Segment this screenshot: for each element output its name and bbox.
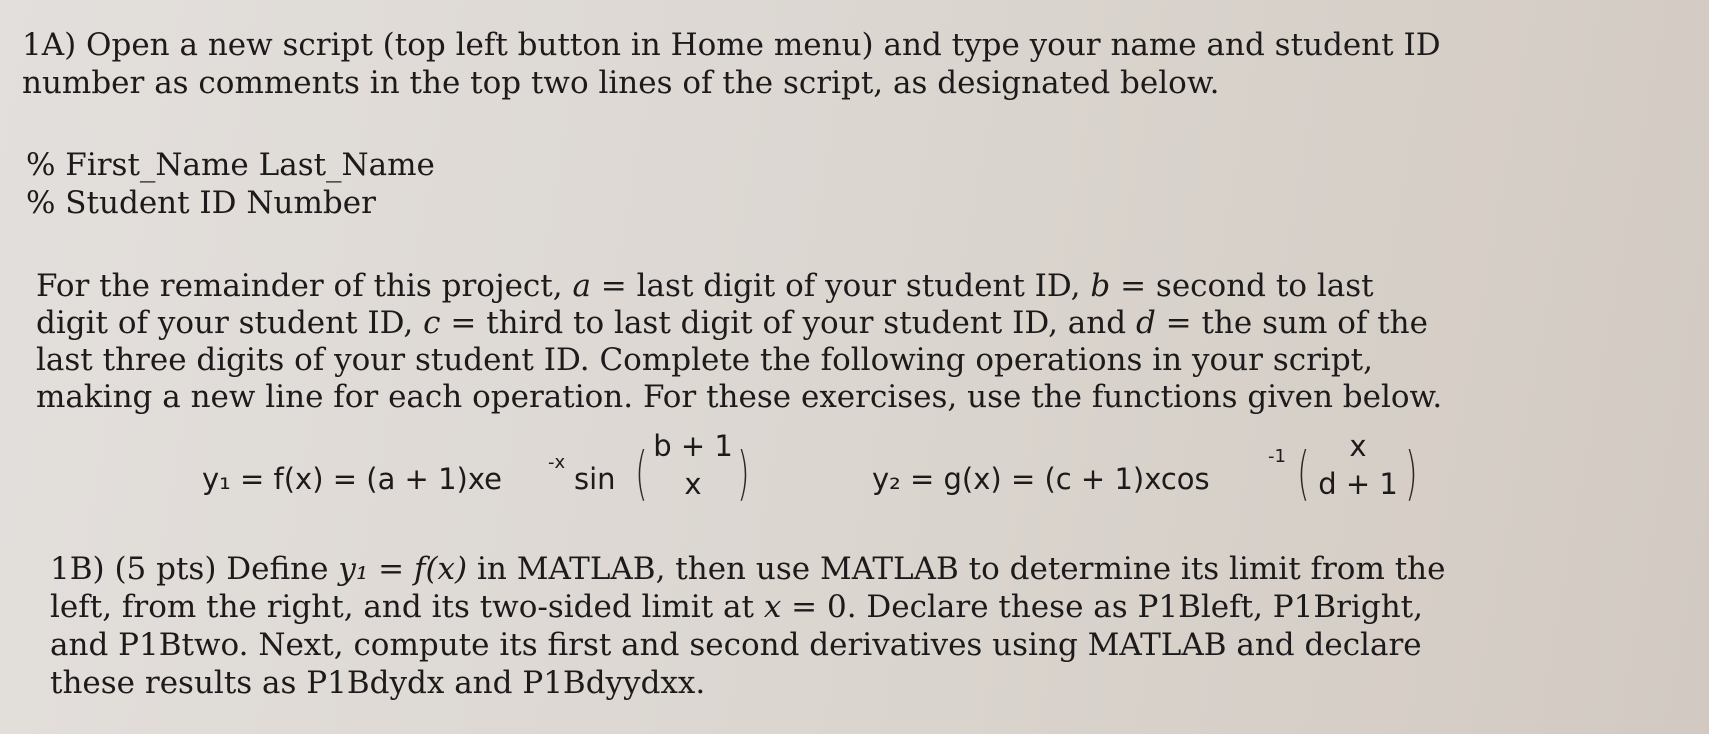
part-1b-text bbox=[50, 550, 1446, 702]
equation-g-exponent: -1 bbox=[1268, 446, 1286, 467]
comment-block bbox=[26, 146, 435, 222]
part-1b-line-3: and P1Btwo. Next, compute its first and second derivatives using MATLAB and declare bbox=[50, 627, 1422, 663]
text-run: = last digit of your student ID, bbox=[590, 268, 1091, 304]
instructions-line-1 bbox=[36, 268, 1442, 305]
part-1a-line-2: number as comments in the top two lines of the script, as designated below. bbox=[22, 65, 1220, 101]
equation-f-lhs: y₁ = f(x) = (a + 1)xe bbox=[202, 462, 502, 496]
equation-f-denominator: x bbox=[684, 467, 702, 501]
instructions-text bbox=[36, 268, 1442, 416]
right-paren-icon: ) bbox=[1405, 439, 1418, 507]
var-b: b bbox=[1090, 268, 1111, 304]
equation-f-fraction bbox=[650, 430, 736, 500]
text-run: 1B) (5 pts) Define bbox=[50, 551, 339, 587]
equation-g-lhs: y₂ = g(x) = (c + 1)xcos bbox=[872, 462, 1210, 496]
instructions-line-2 bbox=[36, 305, 1442, 342]
left-paren-icon: ( bbox=[1297, 439, 1310, 507]
text-run: in MATLAB, then use MATLAB to determine its limit from the bbox=[467, 551, 1446, 587]
part-1a-line-1: 1A) Open a new script (top left button in Home menu) and type your name and student ID bbox=[22, 27, 1441, 63]
part-1a-text bbox=[22, 26, 1441, 102]
var-c: c bbox=[423, 305, 441, 341]
var-a: a bbox=[572, 268, 591, 304]
text-run: = the sum of the bbox=[1155, 305, 1428, 341]
function-fx: f(x) bbox=[413, 551, 468, 587]
equation-g-numerator: x bbox=[1349, 429, 1367, 463]
equation-f-func: sin bbox=[574, 462, 616, 496]
instructions-line-4: making a new line for each operation. For these exercises, use the functions given below. bbox=[36, 379, 1443, 415]
text-run: left, from the right, and its two-sided limit at bbox=[50, 589, 764, 625]
part-1b-line-1 bbox=[50, 550, 1446, 588]
text-run: digit of your student ID, bbox=[36, 305, 424, 341]
text-run: = third to last digit of your student ID, and bbox=[440, 305, 1136, 341]
var-d: d bbox=[1135, 305, 1156, 341]
equation-g-fraction bbox=[1312, 430, 1404, 500]
right-paren-icon: ) bbox=[737, 439, 750, 507]
left-paren-icon: ( bbox=[635, 439, 648, 507]
equation-f-numerator: b + 1 bbox=[653, 429, 733, 463]
comment-line-id: % Student ID Number bbox=[26, 185, 376, 221]
comment-line-name: % First_Name Last_Name bbox=[26, 147, 435, 183]
text-run: = 0. Declare these as P1Bleft, P1Bright, bbox=[781, 589, 1423, 625]
text-run: = second to last bbox=[1110, 268, 1374, 304]
equation-f-exponent: -x bbox=[548, 452, 566, 473]
var-x: x bbox=[763, 589, 782, 625]
part-1b-line-4: these results as P1Bdydx and P1Bdyydxx. bbox=[50, 665, 706, 701]
instructions-line-3: last three digits of your student ID. Complete the following operations in your script, bbox=[36, 342, 1373, 378]
equation-g-denominator: d + 1 bbox=[1318, 467, 1398, 501]
var-y1: y₁ bbox=[338, 551, 369, 587]
part-1b-line-2 bbox=[50, 588, 1446, 626]
text-run: For the remainder of this project, bbox=[36, 268, 573, 304]
text-run: = bbox=[368, 551, 414, 587]
